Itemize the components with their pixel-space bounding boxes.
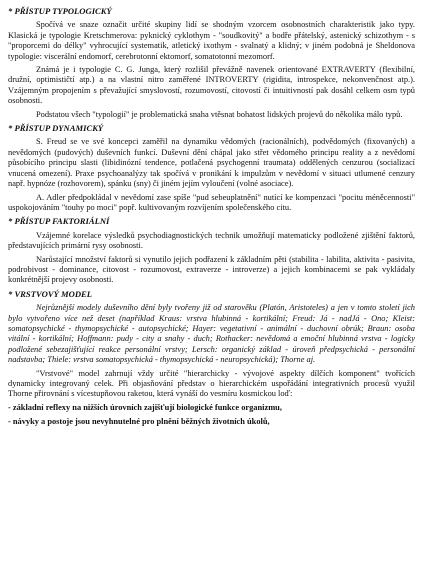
paragraph: Podstatou všech "typologií" je problematická snaha vtěsnat bohatost lidských projevů do několika málo typů. xyxy=(36,109,403,119)
section-heading-faktorialni: * PŘÍSTUP FAKTORIÁLNÍ xyxy=(8,216,110,227)
paragraph: Vzájemné korelace výsledků psychodiagnostických technik umožňují matematicky podložené zjištění faktorů, představujících primární rysy osobnosti. xyxy=(8,230,415,251)
paragraph: S. Freud se ve své koncepci zaměřil na dynamiku vědomých (racionálních), podvědomých (fixovaných) a nevědomých (pudových) duševních funkcí. Duševní dění chápal jako střet vědomého principu reality a z nevědomí působícího principu slasti (libidinózní tendence, potlačená psychogenní traumata) oddělených cenzurou (socializací vnucená omezení). Praxe psychoanalýzy tak spočívá v pronikání k impulzům v nevědomí v situaci utlumené cenzury např. hypnóze (rozhovorem), spánku (sny) či jiném jejím vyloučení (volné asociace). xyxy=(8,137,415,189)
list-item: - návyky a postoje jsou nevyhnutelné pro plnění běžných životních úkolů, xyxy=(8,417,270,427)
section-heading-dynamicky: * PŘÍSTUP DYNAMICKÝ xyxy=(8,123,104,134)
paragraph: Narůstající množství faktorů si vynutilo jejich podřazení k základním pěti (stabilita - labilita, aktivita - pasivita, podrobivost - dominance, citovost - rozumovost, extraverze - introverze) a jejich kombinacemi se pak vykládaly konkrétnější projevy osobnosti. xyxy=(8,254,415,285)
paragraph: Nejrůznější modely duševního dění byly tvořeny již od starověku (Platón, Aristoteles) a jen v tomto století jich bylo vytvořeno více než deset (například Kraus: vrstva hlubinná - kortikální; Freud: Já - nadJá - Ono; Kleist: somatopsychické - thymopsychické - autopsychické; Hayer: vegetativní - animální - duchovní obrúk; Braun: osoba vitální - kortikální; Hoffmann: pudy - city a snahy - duch; Rothacker: nevědomá a emoční hlubinná vrstva - logicky podložené sebezajišťující reakce personální vrstvy; Lersch: organický základ - úroveň předpsychická - personální nadstavba; Thiele: vrstva somatopsychická - thymopsychická - neuropsychická); Thorne aj. xyxy=(8,303,415,365)
paragraph: Spočívá ve snaze označit určité skupiny lidí se shodným vzorcem osobnostních charakteristik jako typy. Klasická je typologie Kretschmerova: pyknický cyklothym - "soudkovitý" a bodře přátelský, astenický schizothym - s "proporcemi do délky" vyhrocující systematik, atletický ixothym - svalnatý a klidný; v jiném podobná je Sheldonova typologie: viscerální endomorf, cerebrotonní ektomorf, somatotonní mezomorf. xyxy=(8,20,415,61)
paragraph: "Vrstvové" model zahrnují vždy určité "hierarchicky - vývojové aspekty dílčích komponent" tvořících dynamicky integrovaný celek. Při objasňování představ o hierarchickém uspořádání integrativních procesů využil Thorne přirovnání s vícestupňovou raketou, která vynáší do vesmíru kosmickou loď: xyxy=(8,368,415,399)
section-heading-typologicky: * PŘÍSTUP TYPOLOGICKÝ xyxy=(8,6,112,16)
paragraph: A. Adler předpokládal v nevědomí zase spíše "pud sebeuplatnění" nutící ke kompenzaci "pocitu méněcennosti" uspokojováním "touhy po moci" popř. kultivovaným rozvíjením společenského citu. xyxy=(8,192,415,212)
section-heading-vrstvovy-model: * VRSTVOVÝ MODEL xyxy=(8,288,93,299)
list-item: - základní reflexy na nižších úrovních zajišťují biologické funkce organizmu, xyxy=(8,402,282,412)
paragraph: Známá je i typologie C. G. Junga, který rozlišil převážně navenek orientované EXTRAVERTY (flexibilní, družní, optimističtí atp.) a na vlastní nitro zaměřené INTROVERTY (rigidita, introspekce, nekonvenčnost atp.). Vzájemným propojením s převažující smyslovostí, rozumovostí, citovostí či intuitivností pak dosáhl celkem osm typů osobnosti. xyxy=(8,65,415,106)
